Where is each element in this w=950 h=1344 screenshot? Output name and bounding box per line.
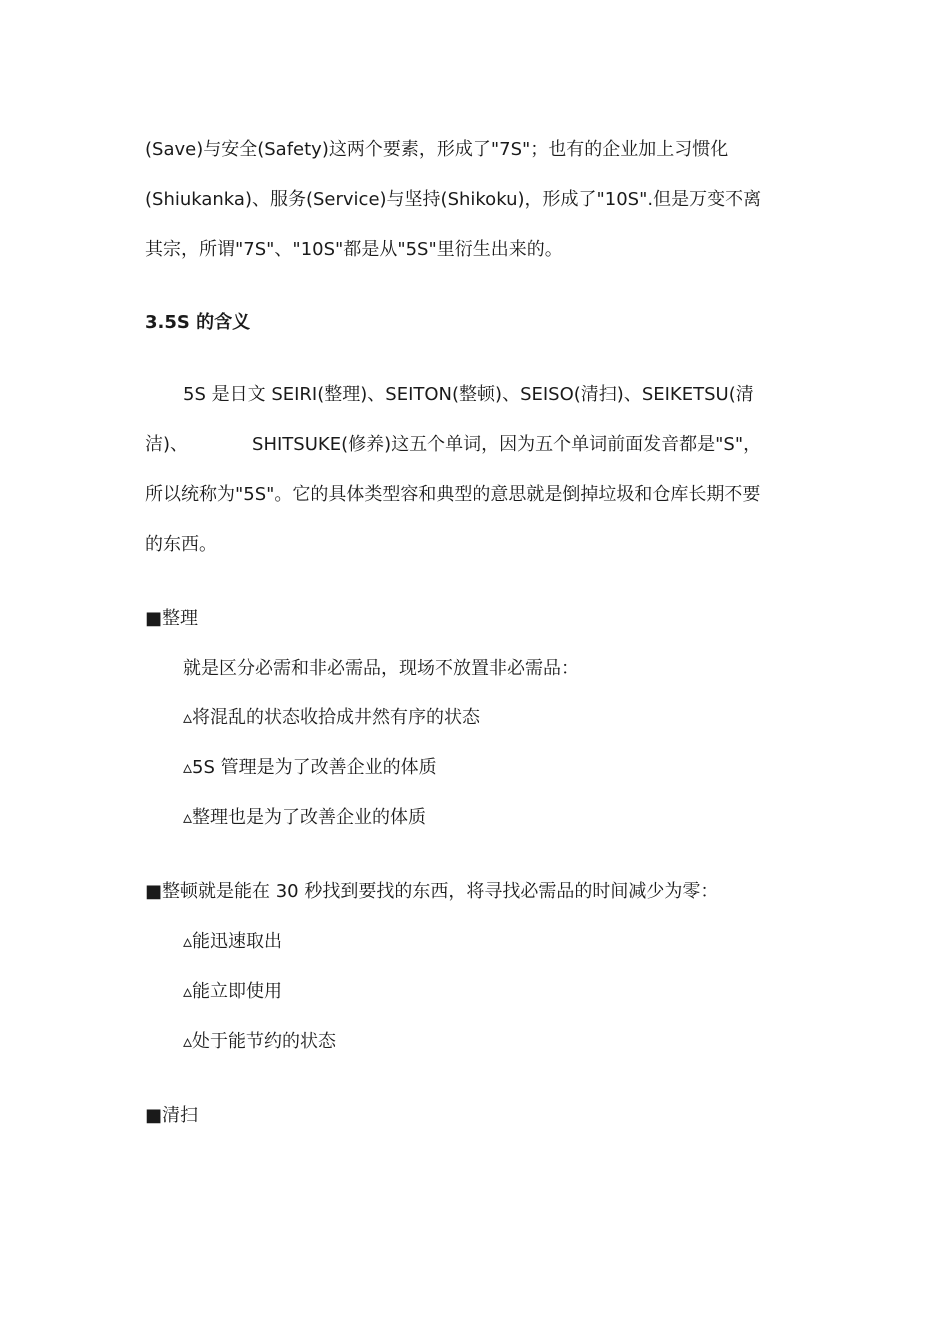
bullet-point: ▵能迅速取出: [183, 931, 283, 952]
paragraph-line: (Shiukanka)、服务(Service)与坚持(Shikoku)，形成了"10S".但是万变不离: [145, 189, 762, 210]
item-title-seiri: ■整理: [145, 608, 199, 629]
bullet-point: ▵能立即使用: [183, 981, 283, 1002]
paragraph-line: 其宗，所谓"7S"、"10S"都是从"5S"里衍生出来的。: [145, 239, 563, 260]
paragraph-fragment: SHITSUKE(修养)这五个单词，因为五个单词前面发音都是"S"，: [252, 434, 762, 455]
bullet-point: ▵5S 管理是为了改善企业的体质: [183, 757, 437, 778]
item-title-seiton: ■整顿就是能在 30 秒找到要找的东西，将寻找必需品的时间减少为零：: [145, 881, 719, 902]
item-title-seiso: ■清扫: [145, 1105, 199, 1126]
paragraph-line: 所以统称为"5S"。它的具体类型容和典型的意思就是倒掉垃圾和仓库长期不要: [145, 484, 761, 505]
paragraph-line: 5S 是日文 SEIRI(整理)、SEITON(整顿)、SEISO(清扫)、SEIKETSU(清: [183, 384, 754, 405]
paragraph-line: [145, 433, 761, 457]
paragraph-fragment: 洁)、: [145, 434, 189, 455]
item-description: 就是区分必需和非必需品，现场不放置非必需品：: [183, 658, 579, 679]
bullet-point: ▵处于能节约的状态: [183, 1031, 337, 1052]
paragraph-line: 的东西。: [145, 534, 217, 555]
bullet-point: ▵将混乱的状态收拾成井然有序的状态: [183, 707, 481, 728]
paragraph-line: (Save)与安全(Safety)这两个要素，形成了"7S"；也有的企业加上习惯化: [145, 139, 729, 160]
bullet-point: ▵整理也是为了改善企业的体质: [183, 807, 427, 828]
section-heading: 3.5S 的含义: [145, 312, 251, 333]
